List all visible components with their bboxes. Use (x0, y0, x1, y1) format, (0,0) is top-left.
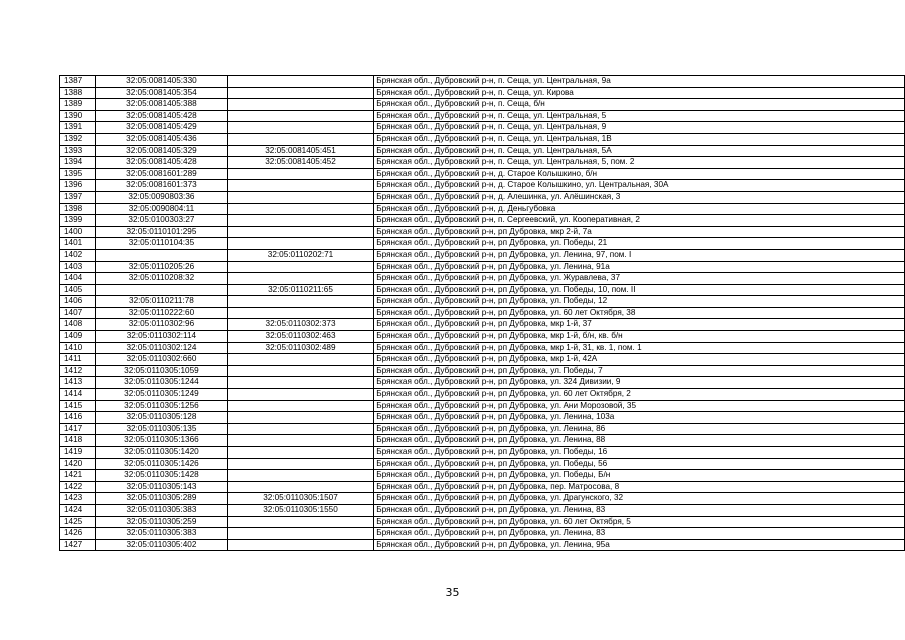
building-cadastral-number-cell (227, 296, 373, 308)
table-row (60, 145, 905, 157)
address-cell: Брянская обл., Дубровский р-н, п. Сеща, ул. Центральная, 5 (374, 110, 905, 122)
cadastral-number-cell: 32:05:0110305:143 (96, 481, 228, 493)
cadastral-number-cell: 32:05:0110302:124 (96, 342, 228, 354)
table-row (60, 377, 905, 389)
address-cell: Брянская обл., Дубровский р-н, п. Сеща, ул. Центральная, 1В (374, 133, 905, 145)
building-cadastral-number-cell: 32:05:0081405:452 (227, 157, 373, 169)
address-cell: Брянская обл., Дубровский р-н, рп Дубровка, ул. Ленина, 86 (374, 423, 905, 435)
address-cell: Брянская обл., Дубровский р-н, д. Алешинка, ул. Алёшинская, 3 (374, 191, 905, 203)
table-row (60, 331, 905, 343)
cadastral-number-cell: 32:05:0090803:36 (96, 191, 228, 203)
row-number-cell: 1422 (60, 481, 96, 493)
table-row (60, 423, 905, 435)
table-row (60, 400, 905, 412)
address-cell: Брянская обл., Дубровский р-н, д. Старое Колышкино, б/н (374, 168, 905, 180)
building-cadastral-number-cell (227, 168, 373, 180)
row-number-cell: 1426 (60, 528, 96, 540)
building-cadastral-number-cell (227, 412, 373, 424)
row-number-cell: 1403 (60, 261, 96, 273)
building-cadastral-number-cell (227, 76, 373, 88)
table-row (60, 168, 905, 180)
cadastral-number-cell: 32:05:0110302:660 (96, 354, 228, 366)
table-row (60, 261, 905, 273)
cadastral-number-cell: 32:05:0110305:1249 (96, 389, 228, 401)
cadastral-number-cell: 32:05:0110305:383 (96, 528, 228, 540)
cadastral-number-cell: 32:05:0100303:27 (96, 215, 228, 227)
address-cell: Брянская обл., Дубровский р-н, рп Дубровка, мкр 1-й, 42А (374, 354, 905, 366)
row-number-cell: 1390 (60, 110, 96, 122)
table-row (60, 528, 905, 540)
row-number-cell: 1423 (60, 493, 96, 505)
cadastral-number-cell: 32:05:0110305:1256 (96, 400, 228, 412)
row-number-cell: 1405 (60, 284, 96, 296)
building-cadastral-number-cell (227, 435, 373, 447)
building-cadastral-number-cell (227, 400, 373, 412)
cadastral-number-cell: 32:05:0110305:1428 (96, 470, 228, 482)
building-cadastral-number-cell (227, 203, 373, 215)
row-number-cell: 1424 (60, 504, 96, 516)
address-cell: Брянская обл., Дубровский р-н, п. Сеща, б/н (374, 99, 905, 111)
row-number-cell: 1388 (60, 87, 96, 99)
address-cell: Брянская обл., Дубровский р-н, рп Дубровка, ул. Победы, 12 (374, 296, 905, 308)
cadastral-number-cell: 32:05:0081405:428 (96, 110, 228, 122)
building-cadastral-number-cell (227, 354, 373, 366)
address-cell: Брянская обл., Дубровский р-н, п. Сеща, ул. Центральная, 9 (374, 122, 905, 134)
building-cadastral-number-cell (227, 528, 373, 540)
table-row (60, 539, 905, 551)
row-number-cell: 1427 (60, 539, 96, 551)
table-row (60, 191, 905, 203)
cadastral-number-cell: 32:05:0081601:289 (96, 168, 228, 180)
address-cell: Брянская обл., Дубровский р-н, рп Дубровка, мкр 1-й, 37 (374, 319, 905, 331)
address-cell: Брянская обл., Дубровский р-н, п. Сеща, ул. Кирова (374, 87, 905, 99)
cadastral-number-cell: 32:05:0110208:32 (96, 273, 228, 285)
cadastral-number-cell: 32:05:0110305:259 (96, 516, 228, 528)
address-cell: Брянская обл., Дубровский р-н, рп Дубровка, ул. Драгунского, 32 (374, 493, 905, 505)
building-cadastral-number-cell (227, 470, 373, 482)
address-cell: Брянская обл., Дубровский р-н, рп Дубровка, ул. Ленина, 83 (374, 504, 905, 516)
page-number: 35 (445, 586, 460, 599)
address-cell: Брянская обл., Дубровский р-н, рп Дубровка, ул. Победы, 10, пом. II (374, 284, 905, 296)
table-row (60, 87, 905, 99)
building-cadastral-number-cell: 32:05:0110302:463 (227, 331, 373, 343)
building-cadastral-number-cell (227, 516, 373, 528)
cadastral-number-cell: 32:05:0110305:402 (96, 539, 228, 551)
address-cell: Брянская обл., Дубровский р-н, рп Дубровка, пер. Матросова, 8 (374, 481, 905, 493)
cadastral-number-cell: 32:05:0110305:135 (96, 423, 228, 435)
row-number-cell: 1420 (60, 458, 96, 470)
table-row (60, 470, 905, 482)
row-number-cell: 1397 (60, 191, 96, 203)
address-cell: Брянская обл., Дубровский р-н, рп Дубровка, ул. 60 лет Октября, 38 (374, 307, 905, 319)
address-cell: Брянская обл., Дубровский р-н, п. Сергеевский, ул. Кооперативная, 2 (374, 215, 905, 227)
address-cell: Брянская обл., Дубровский р-н, рп Дубровка, ул. Победы, 56 (374, 458, 905, 470)
cadastral-number-cell: 32:05:0081405:329 (96, 145, 228, 157)
building-cadastral-number-cell (227, 365, 373, 377)
cadastral-number-cell: 32:05:0081601:373 (96, 180, 228, 192)
address-cell: Брянская обл., Дубровский р-н, рп Дубровка, мкр 2-й, 7а (374, 226, 905, 238)
address-cell: Брянская обл., Дубровский р-н, п. Сеща, ул. Центральная, 9а (374, 76, 905, 88)
building-cadastral-number-cell: 32:05:0110211:65 (227, 284, 373, 296)
cadastral-number-cell: 32:05:0110205:26 (96, 261, 228, 273)
table-row (60, 110, 905, 122)
cadastral-number-cell (96, 284, 228, 296)
row-number-cell: 1417 (60, 423, 96, 435)
row-number-cell: 1393 (60, 145, 96, 157)
table-row (60, 180, 905, 192)
row-number-cell: 1410 (60, 342, 96, 354)
address-cell: Брянская обл., Дубровский р-н, рп Дубровка, ул. Ленина, 83 (374, 528, 905, 540)
cadastral-number-cell: 32:05:0110305:1426 (96, 458, 228, 470)
cadastral-number-cell: 32:05:0110302:114 (96, 331, 228, 343)
row-number-cell: 1421 (60, 470, 96, 482)
cadastral-number-cell: 32:05:0081405:354 (96, 87, 228, 99)
building-cadastral-number-cell (227, 261, 373, 273)
table-row (60, 157, 905, 169)
table-row (60, 249, 905, 261)
cadastral-number-cell: 32:05:0110305:289 (96, 493, 228, 505)
table-row (60, 493, 905, 505)
row-number-cell: 1411 (60, 354, 96, 366)
row-number-cell: 1396 (60, 180, 96, 192)
address-cell: Брянская обл., Дубровский р-н, рп Дубровка, ул. Ленина, 95а (374, 539, 905, 551)
row-number-cell: 1412 (60, 365, 96, 377)
building-cadastral-number-cell (227, 423, 373, 435)
address-cell: Брянская обл., Дубровский р-н, рп Дубровка, ул. Ленина, 88 (374, 435, 905, 447)
building-cadastral-number-cell: 32:05:0110302:489 (227, 342, 373, 354)
address-cell: Брянская обл., Дубровский р-н, рп Дубровка, ул. Победы, 16 (374, 447, 905, 459)
table-row (60, 296, 905, 308)
table-row (60, 319, 905, 331)
table-row (60, 447, 905, 459)
row-number-cell: 1401 (60, 238, 96, 250)
property-table (59, 75, 905, 551)
address-cell: Брянская обл., Дубровский р-н, рп Дубровка, ул. 324 Дивизии, 9 (374, 377, 905, 389)
address-cell: Брянская обл., Дубровский р-н, п. Сеща, ул. Центральная, 5А (374, 145, 905, 157)
row-number-cell: 1391 (60, 122, 96, 134)
table-row (60, 99, 905, 111)
row-number-cell: 1400 (60, 226, 96, 238)
cadastral-number-cell: 32:05:0110305:1059 (96, 365, 228, 377)
row-number-cell: 1395 (60, 168, 96, 180)
cadastral-number-cell: 32:05:0110211:78 (96, 296, 228, 308)
cadastral-number-cell: 32:05:0110104:35 (96, 238, 228, 250)
row-number-cell: 1413 (60, 377, 96, 389)
address-cell: Брянская обл., Дубровский р-н, д. Деньгубовка (374, 203, 905, 215)
row-number-cell: 1408 (60, 319, 96, 331)
building-cadastral-number-cell (227, 226, 373, 238)
row-number-cell: 1389 (60, 99, 96, 111)
table-row (60, 458, 905, 470)
row-number-cell: 1399 (60, 215, 96, 227)
building-cadastral-number-cell: 32:05:0110302:373 (227, 319, 373, 331)
row-number-cell: 1415 (60, 400, 96, 412)
cadastral-number-cell: 32:05:0110101:295 (96, 226, 228, 238)
table-row (60, 354, 905, 366)
building-cadastral-number-cell (227, 539, 373, 551)
table-row (60, 203, 905, 215)
building-cadastral-number-cell (227, 215, 373, 227)
building-cadastral-number-cell (227, 458, 373, 470)
table-row (60, 307, 905, 319)
table-row (60, 122, 905, 134)
row-number-cell: 1402 (60, 249, 96, 261)
address-cell: Брянская обл., Дубровский р-н, рп Дубровка, мкр 1-й, 31, кв. 1, пом. 1 (374, 342, 905, 354)
building-cadastral-number-cell: 32:05:0081405:451 (227, 145, 373, 157)
building-cadastral-number-cell (227, 377, 373, 389)
row-number-cell: 1418 (60, 435, 96, 447)
table-row (60, 412, 905, 424)
building-cadastral-number-cell (227, 191, 373, 203)
cadastral-number-cell: 32:05:0081405:388 (96, 99, 228, 111)
table-row (60, 435, 905, 447)
row-number-cell: 1416 (60, 412, 96, 424)
cadastral-number-cell: 32:05:0110302:96 (96, 319, 228, 331)
cadastral-number-cell: 32:05:0081405:330 (96, 76, 228, 88)
table-row (60, 481, 905, 493)
table-row (60, 504, 905, 516)
building-cadastral-number-cell (227, 481, 373, 493)
row-number-cell: 1409 (60, 331, 96, 343)
table-row (60, 389, 905, 401)
address-cell: Брянская обл., Дубровский р-н, рп Дубровка, ул. 60 лет Октября, 2 (374, 389, 905, 401)
table-row (60, 215, 905, 227)
cadastral-number-cell: 32:05:0110305:128 (96, 412, 228, 424)
address-cell: Брянская обл., Дубровский р-н, рп Дубровка, ул. Победы, 21 (374, 238, 905, 250)
cadastral-number-cell: 32:05:0081405:436 (96, 133, 228, 145)
address-cell: Брянская обл., Дубровский р-н, рп Дубровка, ул. Ленина, 97, пом. I (374, 249, 905, 261)
building-cadastral-number-cell (227, 447, 373, 459)
row-number-cell: 1419 (60, 447, 96, 459)
building-cadastral-number-cell (227, 87, 373, 99)
building-cadastral-number-cell: 32:05:0110305:1507 (227, 493, 373, 505)
address-cell: Брянская обл., Дубровский р-н, д. Старое Колышкино, ул. Центральная, 30А (374, 180, 905, 192)
cadastral-number-cell: 32:05:0081405:428 (96, 157, 228, 169)
cadastral-number-cell: 32:05:0110305:1420 (96, 447, 228, 459)
cadastral-number-cell: 32:05:0110305:1244 (96, 377, 228, 389)
cadastral-number-cell: 32:05:0081405:429 (96, 122, 228, 134)
table-row (60, 342, 905, 354)
address-cell: Брянская обл., Дубровский р-н, рп Дубровка, ул. Журавлева, 37 (374, 273, 905, 285)
address-cell: Брянская обл., Дубровский р-н, рп Дубровка, ул. Ани Морозовой, 35 (374, 400, 905, 412)
table-row (60, 284, 905, 296)
building-cadastral-number-cell (227, 238, 373, 250)
row-number-cell: 1425 (60, 516, 96, 528)
building-cadastral-number-cell (227, 133, 373, 145)
address-cell: Брянская обл., Дубровский р-н, рп Дубровка, ул. Ленина, 91а (374, 261, 905, 273)
building-cadastral-number-cell (227, 180, 373, 192)
table-row (60, 76, 905, 88)
cadastral-number-cell: 32:05:0110222:60 (96, 307, 228, 319)
address-cell: Брянская обл., Дубровский р-н, рп Дубровка, ул. Ленина, 103а (374, 412, 905, 424)
table-row (60, 273, 905, 285)
building-cadastral-number-cell (227, 307, 373, 319)
address-cell: Брянская обл., Дубровский р-н, рп Дубровка, ул. Победы, Б/н (374, 470, 905, 482)
row-number-cell: 1414 (60, 389, 96, 401)
table-row (60, 516, 905, 528)
table-row (60, 365, 905, 377)
building-cadastral-number-cell (227, 110, 373, 122)
row-number-cell: 1406 (60, 296, 96, 308)
cadastral-number-cell: 32:05:0110305:383 (96, 504, 228, 516)
address-cell: Брянская обл., Дубровский р-н, п. Сеща, ул. Центральная, 5, пом. 2 (374, 157, 905, 169)
table-row (60, 238, 905, 250)
address-cell: Брянская обл., Дубровский р-н, рп Дубровка, мкр 1-й, б/н, кв. б/н (374, 331, 905, 343)
building-cadastral-number-cell (227, 99, 373, 111)
row-number-cell: 1398 (60, 203, 96, 215)
row-number-cell: 1394 (60, 157, 96, 169)
table-row (60, 133, 905, 145)
building-cadastral-number-cell (227, 273, 373, 285)
building-cadastral-number-cell (227, 389, 373, 401)
row-number-cell: 1404 (60, 273, 96, 285)
cadastral-number-cell (96, 249, 228, 261)
address-cell: Брянская обл., Дубровский р-н, рп Дубровка, ул. Победы, 7 (374, 365, 905, 377)
cadastral-number-cell: 32:05:0090804:11 (96, 203, 228, 215)
building-cadastral-number-cell (227, 122, 373, 134)
building-cadastral-number-cell: 32:05:0110202:71 (227, 249, 373, 261)
address-cell: Брянская обл., Дубровский р-н, рп Дубровка, ул. 60 лет Октября, 5 (374, 516, 905, 528)
building-cadastral-number-cell: 32:05:0110305:1550 (227, 504, 373, 516)
row-number-cell: 1387 (60, 76, 96, 88)
row-number-cell: 1392 (60, 133, 96, 145)
table-row (60, 226, 905, 238)
cadastral-number-cell: 32:05:0110305:1366 (96, 435, 228, 447)
row-number-cell: 1407 (60, 307, 96, 319)
property-table-body (60, 76, 905, 551)
